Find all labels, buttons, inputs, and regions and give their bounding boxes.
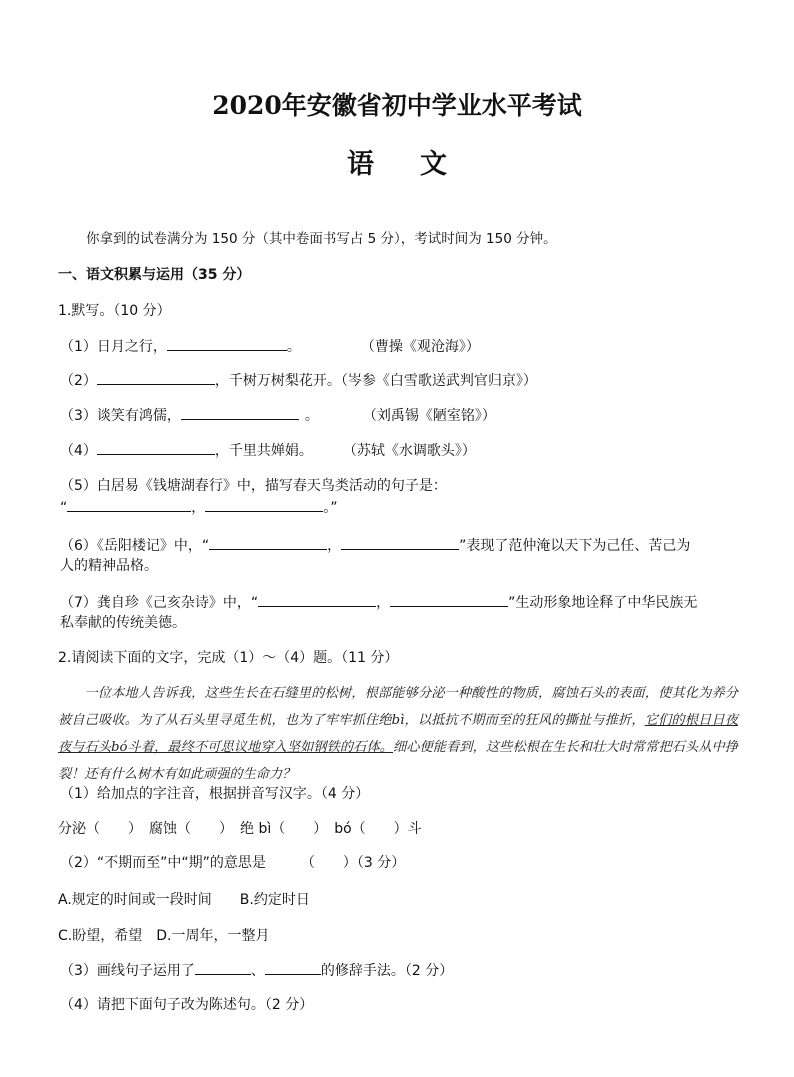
answer-blank bbox=[209, 535, 327, 550]
q2-sub-3: （3）画线句子运用了 、 的修辞手法。（2 分） bbox=[60, 960, 453, 981]
q1-item-6: （6）《岳阳楼记》中，“ ， ”表现了范仲淹以天下为己任、苦己为 bbox=[60, 535, 690, 556]
answer-blank bbox=[265, 960, 321, 975]
answer-blank bbox=[167, 336, 287, 351]
answer-blank bbox=[97, 370, 215, 385]
q2-sub-2: （2）“不期而至”中“期”的意思是 （ ）（3 分） bbox=[60, 855, 406, 871]
q1-item-7: （7）龚自珍《己亥杂诗》中，“ ， ”生动形象地诠释了中华民族无 bbox=[60, 592, 697, 613]
question-2-heading: 2.请阅读下面的文字，完成（1）～（4）题。（11 分） bbox=[58, 650, 399, 666]
question-1-heading: 1.默写。（10 分） bbox=[58, 303, 171, 319]
answer-blank bbox=[258, 592, 376, 607]
q1-item-7-cont: 私奉献的传统美德。 bbox=[60, 615, 186, 631]
q1-item-1: （1）日月之行， 。 （曹操《观沧海》） bbox=[60, 336, 480, 357]
exam-instructions: 你拿到的试卷满分为 150 分（其中卷面书写占 5 分），考试时间为 150 分钟。 bbox=[86, 231, 557, 247]
q1-item-4: （4） ，千里共婵娟。 （苏轼《水调歌头》） bbox=[60, 440, 476, 461]
reading-passage bbox=[58, 680, 738, 788]
subject-char-1: 语 bbox=[347, 149, 374, 180]
answer-blank bbox=[390, 592, 508, 607]
subject-heading bbox=[0, 142, 794, 181]
answer-blank bbox=[67, 497, 191, 512]
q1-item-5-blanks: “ ， 。” bbox=[60, 497, 338, 518]
passage-text: 一位本地人告诉我，这些生长在石缝里的松树，根部能够分泌一种酸性的物质，腐蚀石头的表面，使其化为养分被自己吸收。为了从石头里寻觅生机，也为了牢牢抓住绝bì，以抵抗不期而至的狂风的撕扯与推折， bbox=[58, 686, 738, 728]
answer-blank bbox=[97, 440, 215, 455]
answer-blank bbox=[181, 405, 299, 420]
passage-text-end: 细心便能看到，这些松根在生长和壮大时常常把石头从中挣裂！还有什么树木有如此顽强的生命力？ bbox=[58, 740, 738, 782]
q1-item-5: （5）白居易《钱塘湖春行》中，描写春天鸟类活动的句子是： bbox=[60, 478, 447, 494]
section-heading: 一、语文积累与运用（35 分） bbox=[58, 267, 251, 283]
option-c-d: C.盼望，希望 D.一周年，一整月 bbox=[58, 928, 270, 944]
q2-sub-1-blanks: 分泌（ ） 腐蚀（ ） 绝 bì（ ） bó（ ）斗 bbox=[58, 821, 422, 837]
q2-sub-4: （4）请把下面句子改为陈述句。（2 分） bbox=[60, 997, 314, 1013]
exam-title: 2020年安徽省初中学业水平考试 bbox=[212, 91, 582, 120]
answer-blank bbox=[341, 535, 459, 550]
answer-blank bbox=[195, 960, 251, 975]
q1-item-2: （2） ，千树万树梨花开。（岑参《白雪歌送武判官归京》） bbox=[60, 370, 537, 391]
answer-blank bbox=[205, 497, 323, 512]
subject-char-2: 文 bbox=[420, 149, 447, 180]
option-a-b: A.规定的时间或一段时间 B.约定时日 bbox=[58, 892, 310, 908]
q1-item-3: （3）谈笑有鸿儒， 。 （刘禹锡《陋室铭》） bbox=[60, 405, 496, 426]
q2-sub-1: （1）给加点的字注音，根据拼音写汉字。（4 分） bbox=[60, 786, 370, 802]
q1-item-6-cont: 人的精神品格。 bbox=[60, 558, 158, 574]
underlined-sentence: 它们的根日日夜夜与石头bó斗着，最终不可思议地穿入坚如钢铁的石体。 bbox=[58, 713, 739, 755]
